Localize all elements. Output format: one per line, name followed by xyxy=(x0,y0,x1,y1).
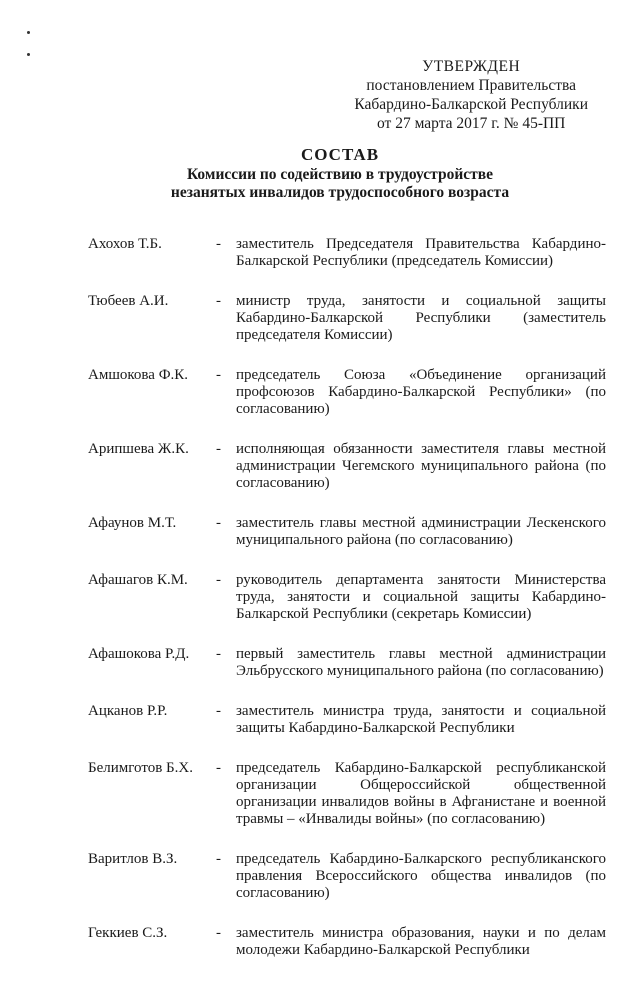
member-separator: - xyxy=(216,925,221,941)
member-separator: - xyxy=(216,367,221,383)
member-name: Амшокова Ф.К. xyxy=(88,367,189,383)
member-name: Геккиев С.З. xyxy=(88,925,168,941)
member-separator: - xyxy=(216,646,221,662)
document-title: СОСТАВ xyxy=(300,145,380,164)
approval-date: от 27 марта 2017 г. № 45-ПП xyxy=(377,115,566,132)
member-role: исполняющая обязанности заместителя главы местной администрации Чегемского муниципального района (по согласованию) xyxy=(236,441,606,491)
member-name: Варитлов В.З. xyxy=(88,851,178,867)
member-row xyxy=(88,851,606,902)
member-separator: - xyxy=(216,851,221,867)
document-subtitle: незанятых инвалидов трудоспособного возраста xyxy=(170,184,510,201)
member-separator: - xyxy=(216,236,221,252)
member-separator: - xyxy=(216,760,221,776)
margin-mark xyxy=(27,31,30,34)
member-role: министр труда, занятости и социальной защиты Кабардино-Балкарской Республики (заместитель председателя Комиссии) xyxy=(236,293,606,343)
member-role: первый заместитель главы местной администрации Эльбрусского муниципального района (по согласованию) xyxy=(236,646,606,679)
member-name: Тюбеев А.И. xyxy=(88,293,169,309)
document-subtitle: Комиссии по содействию в трудоустройстве xyxy=(186,166,494,183)
member-row xyxy=(88,703,606,737)
member-row xyxy=(88,760,606,828)
margin-mark xyxy=(27,53,30,56)
member-row xyxy=(88,367,606,418)
member-name: Афаунов М.Т. xyxy=(88,515,177,531)
member-role: заместитель Председателя Правительства Кабардино-Балкарской Республики (председатель Комиссии) xyxy=(236,236,606,269)
member-role: председатель Союза «Объединение организаций профсоюзов Кабардино-Балкарской Республики» (по согласованию) xyxy=(236,367,606,417)
member-separator: - xyxy=(216,703,221,719)
member-separator: - xyxy=(216,441,221,457)
approval-label: УТВЕРЖДЕН xyxy=(422,58,521,75)
member-name: Афашагов К.М. xyxy=(88,572,188,588)
member-name: Ацканов Р.Р. xyxy=(88,703,168,719)
member-role: руководитель департамента занятости Министерства труда, занятости и социальной защиты Кабардино-Балкарской Республики (секретарь Комиссии) xyxy=(236,572,606,622)
member-name: Афашокова Р.Д. xyxy=(88,646,190,662)
member-row xyxy=(88,572,606,623)
member-role: заместитель главы местной администрации Лескенского муниципального района (по согласованию) xyxy=(236,515,606,548)
member-role: заместитель министра труда, занятости и социальной защиты Кабардино-Балкарской Республики xyxy=(236,703,606,736)
member-role: председатель Кабардино-Балкарского республиканского правления Всероссийского общества инвалидов (по согласованию) xyxy=(236,851,606,901)
member-row xyxy=(88,646,606,680)
member-name: Белимготов Б.Х. xyxy=(88,760,193,776)
member-row xyxy=(88,925,606,959)
approval-stamp xyxy=(354,57,588,133)
member-separator: - xyxy=(216,515,221,531)
approval-line: постановлением Правительства xyxy=(366,77,577,94)
member-name: Ахохов Т.Б. xyxy=(88,236,162,252)
member-row xyxy=(88,441,606,492)
member-list xyxy=(88,236,606,982)
document-heading xyxy=(80,144,600,202)
member-separator: - xyxy=(216,572,221,588)
member-role: заместитель министра образования, науки и по делам молодежи Кабардино-Балкарской Республики xyxy=(236,925,606,958)
member-row xyxy=(88,236,606,270)
member-row xyxy=(88,293,606,344)
member-row xyxy=(88,515,606,549)
member-name: Арипшева Ж.К. xyxy=(88,441,189,457)
member-role: председатель Кабардино-Балкарской республиканской организации Общероссийской общественной организации инвалидов войны в Афганистане и военной травмы – «Инвалиды войны» (по согласованию) xyxy=(236,760,606,827)
member-separator: - xyxy=(216,293,221,309)
approval-line: Кабардино-Балкарской Республики xyxy=(354,96,588,113)
